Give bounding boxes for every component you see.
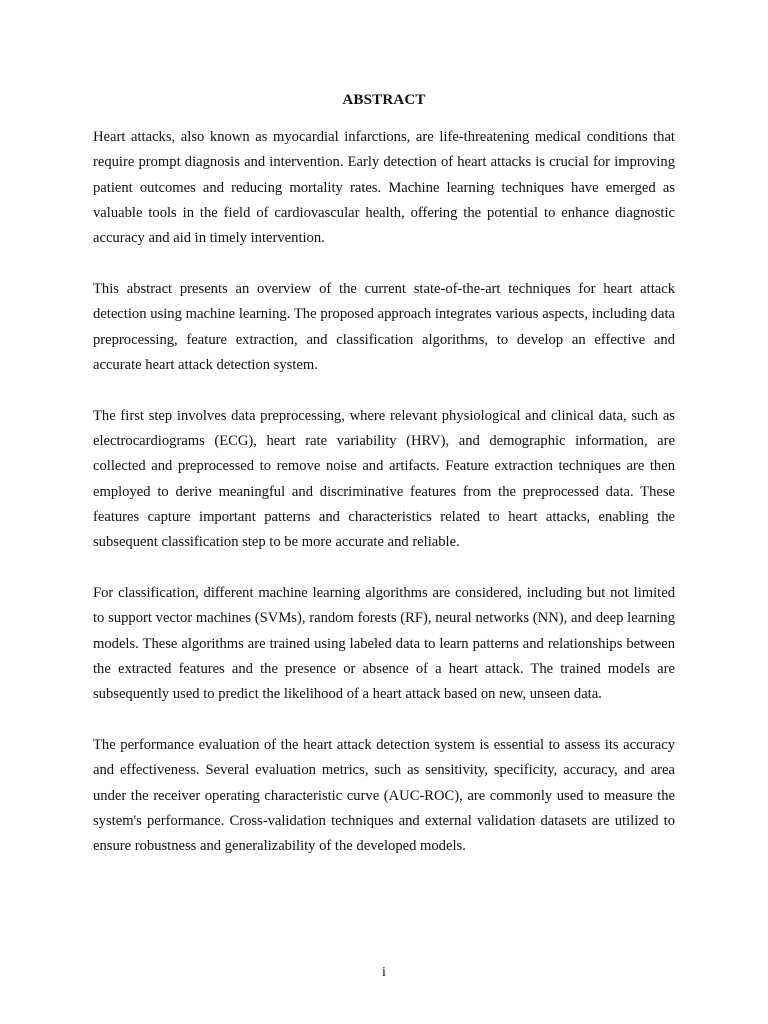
paragraph-5: The performance evaluation of the heart attack detection system is essential to assess its accuracy and effectiveness. Several evaluation metrics, such as sensitivity, specificity, accuracy, and area under the receiver operating characteristic curve (AUC-ROC), are commonly used to measure the system's performance. Cross-validation techniques and external validation datasets are utilized to ensure robustness and generalizability of the developed models.: [93, 736, 675, 855]
paragraph-4: For classification, different machine learning algorithms are considered, including but not limited to support vector machines (SVMs), random forests (RF), neural networks (NN), and deep learning models. These algorithms are trained using labeled data to learn patterns and relationships between the extracted features and the presence or absence of a heart attack. The trained models are subsequently used to predict the likelihood of a heart attack based on new, unseen data.: [93, 584, 675, 703]
paragraph-3: The first step involves data preprocessing, where relevant physiological and clinical data, such as electrocardiograms (ECG), heart rate variability (HRV), and demographic information, are collected and preprocessed to remove noise and artifacts. Feature extraction techniques are then employed to derive meaningful and discriminative features from the preprocessed data. These features capture important patterns and characteristics related to heart attacks, enabling the subsequent classification step to be more accurate and reliable.: [93, 407, 675, 551]
abstract-body: [93, 125, 675, 885]
paragraph-2: This abstract presents an overview of the current state-of-the-art techniques for heart attack detection using machine learning. The proposed approach integrates various aspects, including data preprocessing, feature extraction, and classification algorithms, to develop an effective and accurate heart attack detection system.: [93, 280, 675, 373]
page-title: ABSTRACT: [342, 92, 426, 108]
page-number: i: [382, 965, 386, 980]
paragraph-1: Heart attacks, also known as myocardial infarctions, are life-threatening medical conditions that require prompt diagnosis and intervention. Early detection of heart attacks is crucial for improving patient outcomes and reducing mortality rates. Machine learning techniques have emerged as valuable tools in the field of cardiovascular health, offering the potential to enhance diagnostic accuracy and aid in timely intervention.: [93, 129, 675, 247]
